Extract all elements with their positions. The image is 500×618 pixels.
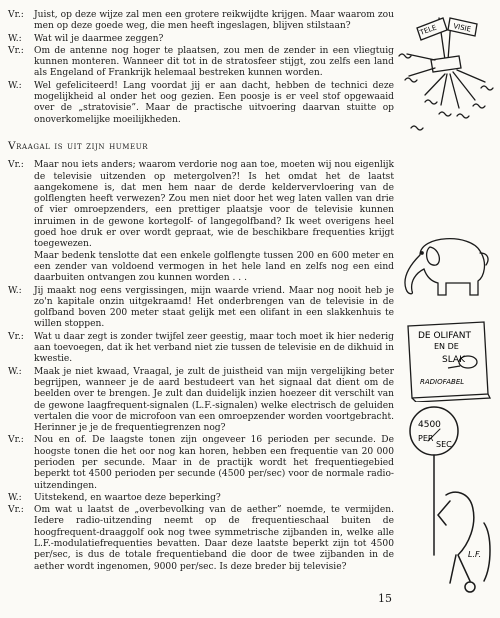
dialogue-text: Om de antenne nog hoger te plaatsen, zou men de zender in een vliegtuig kunnen monteren. Wanneer dit tot in de stratosfeer stijgt, zou zelfs een land als Engeland of Frankrijk helemaal bestreken kunnen worden. bbox=[34, 45, 394, 79]
signature-initials: L.F. bbox=[468, 550, 482, 559]
speaker-label: W.: bbox=[8, 366, 22, 377]
dialogue-top bbox=[8, 10, 394, 126]
sign-unit: SEC bbox=[436, 440, 452, 449]
page-number: 15 bbox=[378, 592, 392, 605]
dialogue-text: Uitstekend, en waartoe deze beperking? bbox=[34, 492, 221, 503]
elephant-illustration bbox=[400, 225, 495, 305]
book-title-line: SLAK bbox=[442, 355, 465, 365]
sign-unit: PER bbox=[418, 434, 434, 443]
dialogue-text: Jij maakt nog eens vergissingen, mijn waarde vriend. Maar nog nooit heb je zo'n kapitale onzin uitgekraamd! Het onderbrengen van de televisie in de golfband boven 200 meter staat gelijk met een olifant in een slakkenhuis te willen stoppen. bbox=[34, 285, 394, 330]
speaker-label: W.: bbox=[8, 285, 22, 296]
dialogue-text: Wat u daar zegt is zonder twijfel zeer geestig, maar toch moet ik hier nederig aan toevoegen, dat ik het verband niet zie tussen de televisie en de dikhuid in kwestie. bbox=[34, 331, 395, 365]
antenna-label: VISIE bbox=[452, 22, 472, 34]
dialogue-continuation: Maar bedenk tenslotte dat een enkele golflengte tussen 200 en 600 meter en een zender van voldoend vermogen in het hele land en zelfs nog een eind daarbuiten ontvangen zou kunnen worden . . . bbox=[34, 250, 394, 284]
sign-number: 4500 bbox=[418, 420, 441, 430]
speaker-label: W.: bbox=[8, 492, 22, 503]
dialogue-paragraph bbox=[8, 81, 394, 126]
book-title-line: EN DE bbox=[434, 342, 459, 351]
book-illustration bbox=[398, 318, 494, 402]
speaker-label: Vr.: bbox=[8, 45, 24, 56]
book-subtitle: RADIOFABEL bbox=[420, 378, 465, 386]
dialogue-text: Maak je niet kwaad, Vraagal, je zult de juistheid van mijn vergelijking beter begrijpen, wanneer je de aard bestudeert van het signaal dat dient om de beelden over te brengen. Je zult dan duidelijk inzien hoezeer dit verschilt van de gewone laagfrequent-signalen (L.F.-signalen) welke electrisch de geluiden vertalen die voor de microfoon van een omroepzender worden voortgebracht. Herinner je je de frequentiegrenzen nog? bbox=[34, 366, 394, 434]
dialogue-paragraph bbox=[8, 46, 394, 80]
dialogue-paragraph bbox=[8, 435, 394, 491]
dialogue-paragraph bbox=[8, 332, 394, 366]
dialogue-paragraph bbox=[8, 493, 394, 504]
dialogue-text: Nou en of. De laagste tonen zijn ongeveer 16 perioden per secunde. De hoogste tonen die het oor nog kan horen, hebben een frequentie van 20 000 perioden per secunde. Maar in de practijk wordt het frequentiegebied beperkt tot 4500 perioden per secunde (4500 per/sec) voor de normale radio-uitzendingen. bbox=[34, 435, 394, 491]
dialogue-paragraph bbox=[8, 286, 394, 331]
dialogue-paragraph bbox=[8, 505, 394, 573]
antenna-illustration bbox=[395, 10, 495, 145]
dialogue-paragraph bbox=[8, 367, 394, 435]
dialogue-text: Om wat u laatst de „overbevolking van de aether” noemde, te vermijden. Iedere radio-uitzending neemt op de frequentieschaal buiten de hoogfrequent-draaggolf ook nog twee symmetrische zijbanden in, welke alle L.F.-modulatiefrequenties bevatten. Daar deze laatste beperkt zijn tot 4500 per/sec, is dus de totale frequentieband die door de twee zijbanden in de aether wordt ingenomen, 9000 per/sec. Is deze breder bij televisie? bbox=[34, 505, 394, 572]
speaker-label: Vr.: bbox=[8, 331, 24, 342]
dialogue-text: Wel gefeliciteerd! Lang voordat jij er aan dacht, hebben de technici deze mogelijkheid al onder het oog gezien. Een poosje is er veel stof opgewaaid over de „stratovisie”. Maar de practische uitvoering daarvan stuitte op onoverkomelijke moeilijkheden. bbox=[34, 80, 394, 125]
section-heading: Vraagal is uit zijn humeur bbox=[8, 139, 149, 152]
dialogue-text: Juist, op deze wijze zal men een grotere reikwijdte krijgen. Maar waarom zou men op deze goede weg, die men heeft ingeslagen, blijven stilstaan? bbox=[34, 10, 394, 32]
speaker-label: Vr.: bbox=[8, 160, 24, 171]
speaker-label: W.: bbox=[8, 33, 22, 44]
dialogue-paragraph bbox=[8, 10, 394, 33]
speaker-label: Vr.: bbox=[8, 10, 24, 20]
speaker-label: Vr.: bbox=[8, 505, 24, 516]
dialogue-text: Maar nou iets anders; waarom verdorie nog aan toe, moeten wij nou eigenlijk de televisie uitzenden op metergolven?! Is het omdat het de laatst aangekomene is, dat men hem naar de derde keldervervloering van de golflengten heeft verwezen? Zou men niet door het weg laten vallen van drie of vier omroepzenders, een prettiger plaatsje voor de televisie kunnen inruimen in de gewone kortegolf- of langegolfband? Ik weet overigens heel goed hoe druk er over wordt gepraat, wie de beschikbare frequenties krijgt toegewezen. bbox=[34, 160, 394, 250]
dialogue-paragraph bbox=[8, 34, 394, 45]
dialogue-bottom bbox=[8, 160, 394, 573]
speaker-label: Vr.: bbox=[8, 435, 24, 446]
book-title-line: DE OLIFANT bbox=[418, 331, 471, 341]
text-column bbox=[8, 10, 394, 574]
dialogue-paragraph bbox=[8, 160, 394, 284]
antenna-label: TELE bbox=[418, 23, 438, 37]
speed-sign-illustration bbox=[398, 405, 496, 595]
speaker-label: W.: bbox=[8, 80, 22, 91]
dialogue-text: Wat wil je daarmee zeggen? bbox=[34, 33, 164, 44]
